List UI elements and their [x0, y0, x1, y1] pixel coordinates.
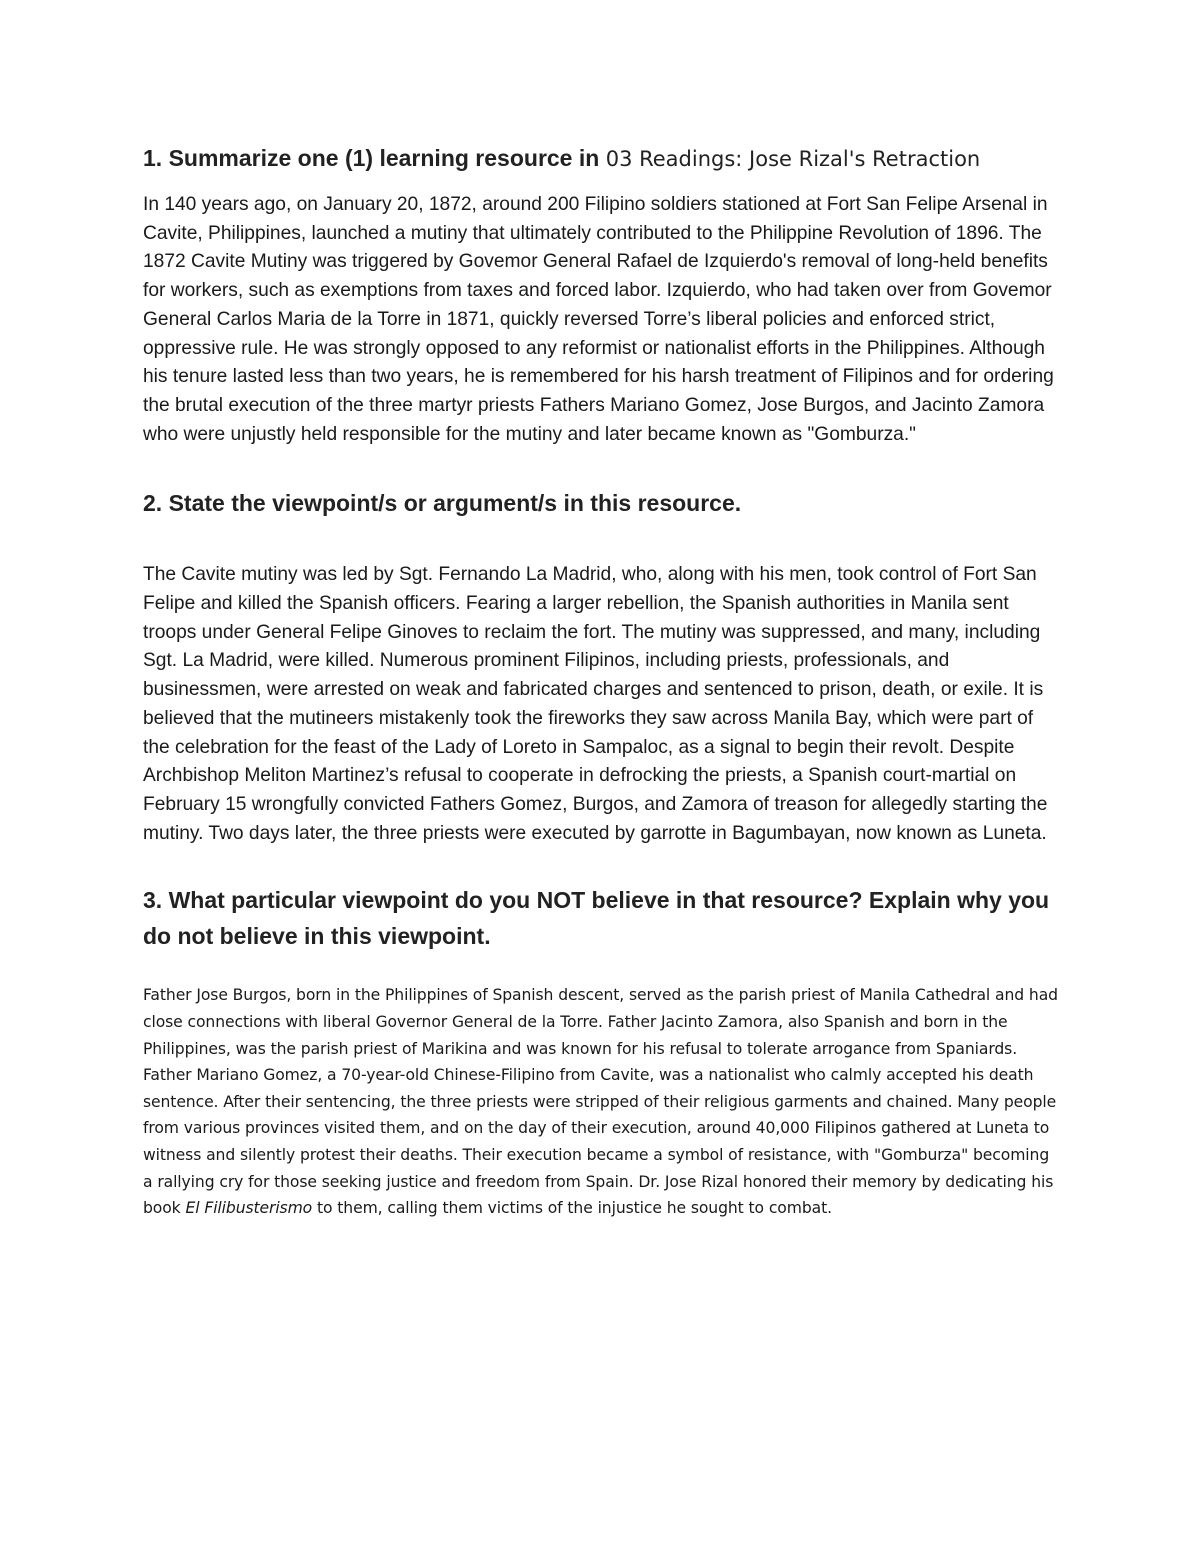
question-2-answer: The Cavite mutiny was led by Sgt. Fernando La Madrid, who, along with his men, took control of Fort San Felipe and killed the Spanish officers. Fearing a larger rebellion, the Spanish authorities in Manila sent troops under General Felipe Ginoves to reclaim the fort. The mutiny was suppressed, and many, including Sgt. La Madrid, were killed. Numerous prominent Filipinos, including priests, professionals, and businessmen, were arrested on weak and fabricated charges and sentenced to prison, death, or exile. It is believed that the mutineers mistakenly took the fireworks they saw across Manila Bay, which were part of the celebration for the feast of the Lady of Loreto in Sampaloc, as a signal to begin their revolt. Despite Archbishop Meliton Martinez’s refusal to cooperate in defrocking the priests, a Spanish court-martial on February 15 wrongfully convicted Fathers Gomez, Burgos, and Zamora of treason for allegedly starting the mutiny. Two days later, the three priests were executed by garrotte in Bagumbayan, now known as Luneta. [143, 564, 1048, 844]
question-1-answer: In 140 years ago, on January 20, 1872, around 200 Filipino soldiers stationed at Fort San Felipe Arsenal in Cavite, Philippines, launched a mutiny that ultimately contributed to the Philippine Revolution of 1896. The 1872 Cavite Mutiny was triggered by Govemor General Rafael de Izquierdo's removal of long-held benefits for workers, such as exemptions from taxes and forced labor. Izquierdo, who had taken over from Govemor General Carlos Maria de la Torre in 1871, quickly reversed Torre’s liberal policies and enforced strict, oppressive rule. He was strongly opposed to any reformist or nationalist efforts in the Philippines. Although his tenure lasted less than two years, he is remembered for his harsh treatment of Filipinos and for ordering the brutal execution of the three martyr priests Fathers Mariano Gomez, Jose Burgos, and Jacinto Zamora who were unjustly held responsible for the mutiny and later became known as "Gomburza." [143, 194, 1054, 445]
document-body [143, 140, 1063, 1222]
question-3-heading: 3. What particular viewpoint do you NOT believe in that resource? Explain why you do not believe in this viewpoint. [143, 887, 1050, 950]
book-title: El Filibusterismo [185, 1199, 313, 1218]
question-2-heading: 2. State the viewpoint/s or argument/s in this resource. [143, 490, 742, 517]
question-3-answer-text-end: to them, calling them victims of the injustice he sought to combat. [316, 1199, 832, 1218]
question-1-heading-bold: 1. Summarize one (1) learning resource in [143, 145, 600, 171]
question-1-heading [143, 140, 1063, 177]
question-1-heading-resource: 03 Readings: Jose Rizal's Retraction [605, 147, 981, 171]
question-3-answer-text: Father Jose Burgos, born in the Philippines of Spanish descent, served as the parish priest of Manila Cathedral and had close connections with liberal Governor General de la Torre. Father Jacinto Zamora, also Spanish and born in the Philippines, was the parish priest of Marikina and was known for his refusal to tolerate arrogance from Spaniards. Father Mariano Gomez, a 70-year-old Chinese-Filipino from Cavite, was a nationalist who calmly accepted his death sentence. After their sentencing, the three priests were stripped of their religious garments and chained. Many people from various provinces visited them, and on the day of their execution, around 40,000 Filipinos gathered at Luneta to witness and silently protest their deaths. Their execution became a symbol of resistance, with "Gomburza" becoming a rallying cry for those seeking justice and freedom from Spain. Dr. Jose Rizal honored their memory by dedicating his book [143, 986, 1058, 1218]
question-3-answer [143, 982, 1063, 1221]
